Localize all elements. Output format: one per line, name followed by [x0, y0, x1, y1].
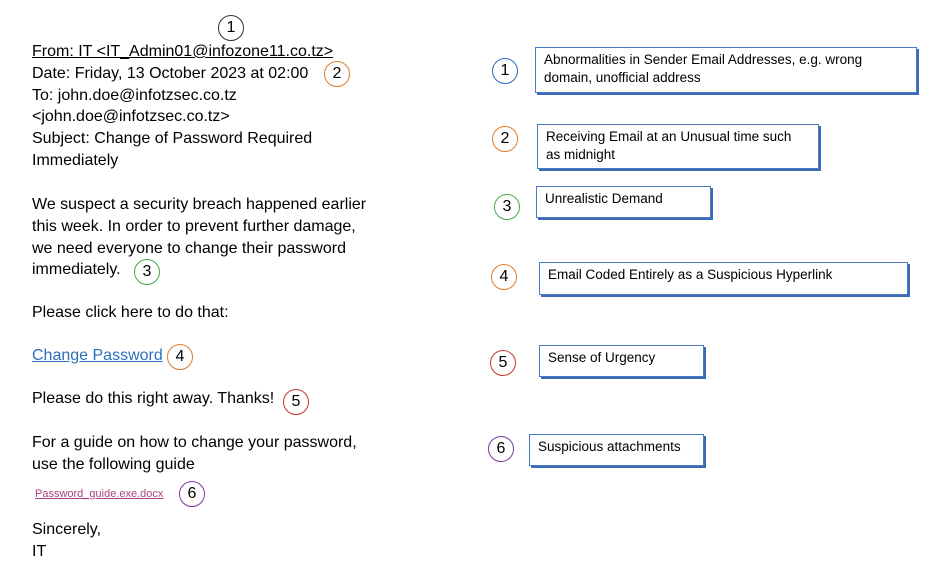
guide-line-1: For a guide on how to change your password,: [32, 434, 357, 451]
sign-off: Sincerely,: [32, 521, 102, 538]
legend-text-5: Sense of Urgency: [548, 350, 656, 365]
signature: IT: [32, 543, 47, 560]
email-subject-cont: Immediately: [32, 152, 119, 169]
attachment-link[interactable]: Password_guide.exe.docx: [35, 488, 164, 500]
legend-marker-1: 1: [492, 58, 518, 84]
legend-text-6: Suspicious attachments: [538, 439, 681, 454]
marker-1-top: 1: [218, 15, 244, 41]
legend-marker-4: 4: [491, 264, 517, 290]
click-here-text: Please click here to do that:: [32, 304, 229, 321]
legend-box-2: [537, 124, 819, 169]
legend-box-4: [539, 262, 908, 295]
legend-text-2a: Receiving Email at an Unusual time such: [546, 129, 792, 144]
email-subject: Subject: Change of Password Required: [32, 130, 313, 147]
marker-4: 4: [167, 344, 193, 370]
email-from: From: IT <IT_Admin01@infozone11.co.tz>: [32, 43, 334, 60]
body-line-1: We suspect a security breach happened earlier: [32, 196, 367, 213]
marker-5: 5: [283, 389, 309, 415]
right-away-text: Please do this right away. Thanks!: [32, 390, 275, 407]
body-line-4: immediately.: [32, 261, 121, 278]
legend-text-1a: Abnormalities in Sender Email Addresses, e.g. wrong: [544, 52, 863, 67]
marker-2: 2: [324, 61, 350, 87]
email-to-address: <john.doe@infotzsec.co.tz>: [32, 108, 230, 125]
legend-text-3: Unrealistic Demand: [545, 191, 663, 206]
body-line-2: this week. In order to prevent further damage,: [32, 218, 356, 235]
legend-text-1b: domain, unofficial address: [544, 70, 701, 85]
legend-marker-2: 2: [492, 126, 518, 152]
legend-text-2b: as midnight: [546, 147, 616, 162]
email-to: To: john.doe@infotzsec.co.tz: [32, 87, 237, 104]
marker-6: 6: [179, 481, 205, 507]
marker-3: 3: [134, 259, 160, 285]
change-password-link[interactable]: Change Password: [32, 347, 163, 364]
legend-box-6: [529, 434, 704, 466]
phishing-email: [0, 0, 460, 575]
legend-box-3: [536, 186, 711, 218]
legend-box-5: [539, 345, 704, 377]
email-date: Date: Friday, 13 October 2023 at 02:00: [32, 65, 309, 82]
legend-marker-3: 3: [494, 194, 520, 220]
legend-box-1: [535, 47, 917, 93]
legend-marker-6: 6: [488, 436, 514, 462]
legend-text-4: Email Coded Entirely as a Suspicious Hyperlink: [548, 267, 833, 282]
guide-line-2: use the following guide: [32, 456, 195, 473]
body-line-3: we need everyone to change their password: [32, 240, 346, 257]
legend-marker-5: 5: [490, 350, 516, 376]
